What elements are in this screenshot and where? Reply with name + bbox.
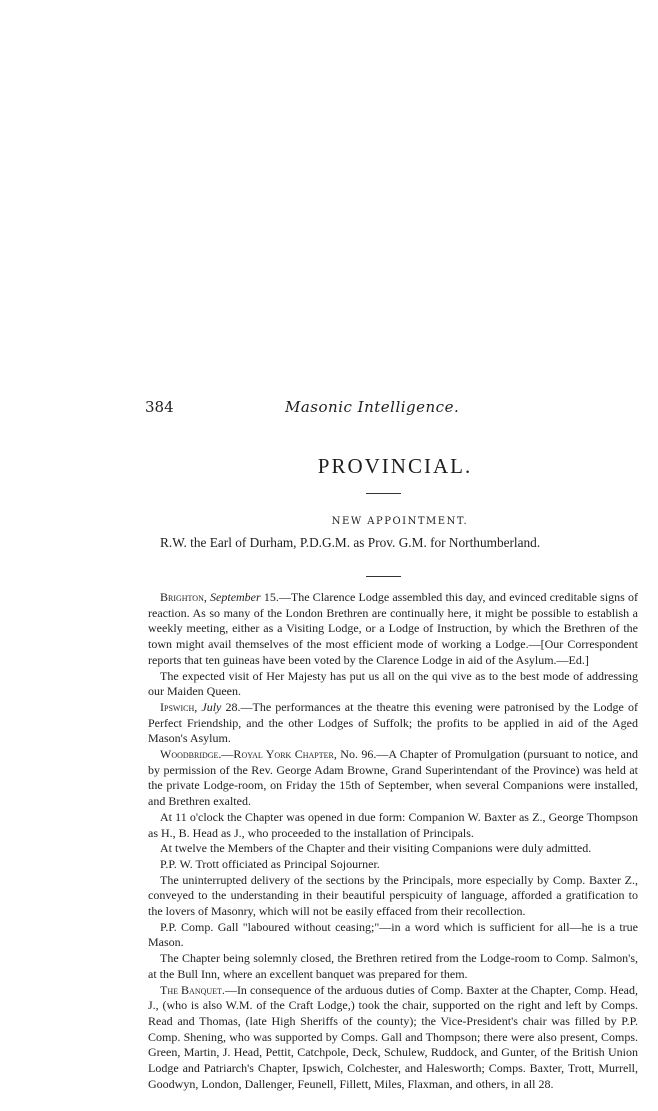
- paragraph-text: The Chapter being solemnly closed, the Brethren retired from the Lodge-room to Comp. Salmon's, at the Bull Inn, where an excellent banquet was prepared for them.: [148, 951, 638, 981]
- paragraph-lead: Ipswich,: [160, 699, 198, 714]
- paragraph: [148, 669, 638, 700]
- paragraph-text: No. 96.—A Chapter of Promulgation (pursuant to notice, and by permission of the Rev. George Adam Browne, Grand Superintendant of the Province) was held at the private Lodge-room, on Friday the 15th of September, when several Companions were installed, and Brethren exalted.: [148, 747, 638, 809]
- paragraph: [148, 920, 638, 951]
- section-title: PROVINCIAL.: [317, 454, 473, 478]
- paragraph-lead: Woodbridge.—Royal York Chapter,: [160, 747, 337, 762]
- paragraph-date: September: [210, 590, 261, 604]
- paragraph: [148, 857, 638, 873]
- divider: [366, 493, 401, 494]
- paragraph: [148, 590, 638, 669]
- paragraph: [148, 747, 638, 810]
- paragraph-lead: Brighton,: [160, 590, 207, 604]
- appointment-paragraph: [148, 534, 638, 551]
- paragraph-text: At 11 o'clock the Chapter was opened in due form: Companion W. Baxter as Z., George Thompson as H., B. Head as J., who proceeded to the installation of Principals.: [148, 809, 638, 840]
- paragraph-text: The expected visit of Her Majesty has put us all on the qui vive as to the best mode of addressing our Maiden Queen.: [148, 668, 638, 699]
- running-header: [108, 398, 652, 418]
- divider: [366, 576, 401, 577]
- paragraph: [148, 810, 638, 841]
- article-body: [148, 590, 638, 1093]
- paragraph-text: 28.—The performances at the theatre this evening were patronised by the Lodge of Perfect Friendship, and the other Lodges of Suffolk; the profits to be applied in aid of the Aged Mason's Asylum.: [148, 699, 638, 746]
- paragraph-text: 15.—The Clarence Lodge assembled this day, and evinced creditable signs of reaction. As so many of the London Brethren are continually here, it might be possible to establish a weekly meeting, either as a Visiting Lodge, or a Lodge of Instruction, by which the Brethren of the town might avail themselves of the most efficient mode of working a Lodge.—[Our Correspondent reports that ten guineas have been voted by the Clarence Lodge in aid of the Asylum.—Ed.]: [148, 590, 638, 667]
- appointment-text: R.W. the Earl of Durham, P.D.G.M. as Prov. G.M. for Northumberland.: [160, 535, 541, 550]
- paragraph: [148, 841, 638, 857]
- paragraph: [148, 951, 638, 982]
- paragraph-text: The uninterrupted delivery of the sections by the Principals, more especially by Comp. Baxter Z., conveyed to the understanding in their beautiful perspicuity of language, afforded a gratification to the lovers of Masonry, which will not be easily effaced from their recollection.: [148, 872, 638, 919]
- subheading: NEW APPOINTMENT.: [331, 516, 469, 527]
- paragraph: [148, 983, 638, 1093]
- paragraph-text: —In consequence of the arduous duties of Comp. Baxter at the Chapter, Comp. Head, J., (who is also W.M. of the Craft Lodge,) took the chair, supported on the right and left by Comps. Read and Thomas, (late High Sheriffs of the county); the Vice-President's chair was filled by P.P. Comp. Shening, who was supported by Comps. Gall and Thompson; there were also present, Comps. Green, Martin, J. Head, Pettit, Catchpole, Deck, Schulew, Ruddock, and Gunter, of the British Union Lodge and Patriarch's Chapter, Ipswich, Colchester, and Halesworth; Comps. Baxter, Trott, Murrell, Goodwyn, London, Dallenger, Feunell, Fillett, Miles, Flaxman, and others, in all 28.: [148, 982, 638, 1091]
- page-number: 384: [145, 398, 174, 416]
- paragraph: [148, 700, 638, 747]
- paragraph-date: July: [201, 699, 222, 714]
- paragraph-text: P.P. W. Trott officiated as Principal Sojourner.: [160, 856, 380, 871]
- paragraph: [148, 873, 638, 920]
- paragraph-lead: The Banquet.: [160, 982, 225, 997]
- paragraph-text: At twelve the Members of the Chapter and their visiting Companions were duly admitted.: [160, 841, 592, 856]
- paragraph-text: P.P. Comp. Gall "laboured without ceasing;"—in a word which is sufficient for all—he is a true Mason.: [148, 919, 638, 950]
- running-title: Masonic Intelligence.: [285, 398, 460, 416]
